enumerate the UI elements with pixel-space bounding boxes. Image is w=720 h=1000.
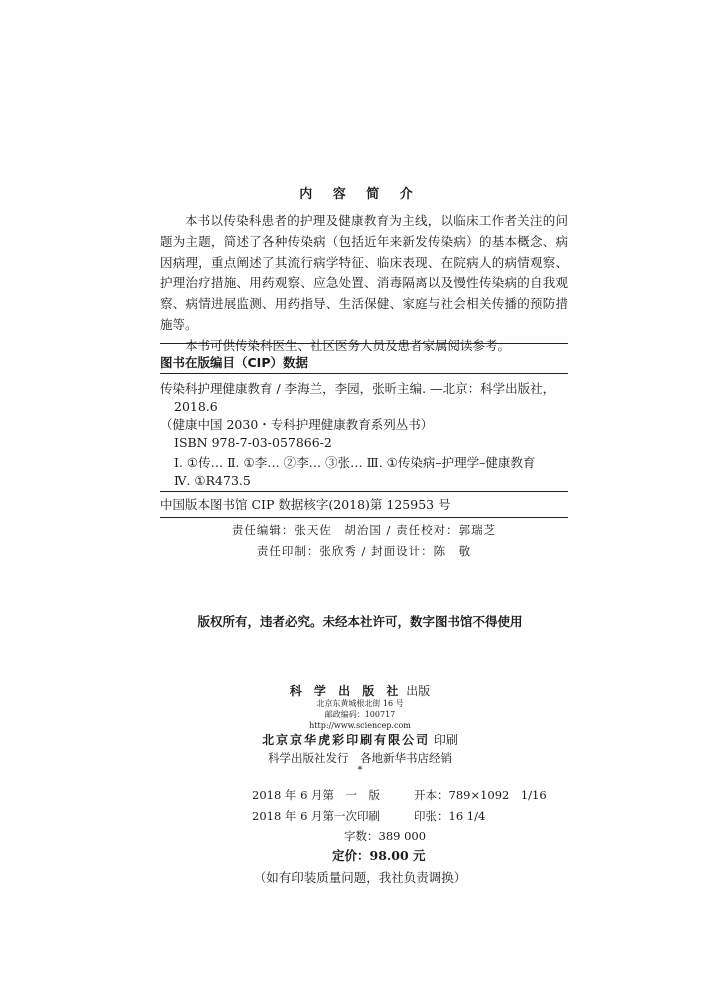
word-count: 字数：389 000 <box>344 829 427 843</box>
cip-verify-number: 中国版本图书馆 CIP 数据核字(2018)第 125953 号 <box>160 497 451 512</box>
cip-top-rule <box>160 343 568 344</box>
quality-note: （如有印装质量问题，我社负责调换） <box>253 870 467 885</box>
cip-bottom-rule <box>160 517 568 518</box>
publisher-suffix: 出版 <box>406 684 431 698</box>
publisher-postcode: 邮政编码：100717 <box>324 710 396 719</box>
cip-line-title: 传染科护理健康教育 / 李海兰，李园，张昕主编. —北京：科学出版社， <box>160 381 556 396</box>
intro-paragraph-1: 本书以传染科患者的护理及健康教育为主线，以临床工作者关注的问题为主题，简述了各种传染病（包括近年来新发传染病）的基本概念、病因病理，重点阐述了其流行病学特征、临床表现、在院病人的病情观察、护理治疗措施、用药观察、应急处置、消毒隔离以及慢性传染病的自我观察、病情进展监测、用药指导、生活保健、家庭与社会相关传播的预防措施等。 <box>160 213 568 332</box>
publisher-name: 科 学 出 版 社 <box>289 684 403 698</box>
distribution-line: 科学出版社发行 各地新华书店经销 <box>268 751 452 765</box>
publisher-website: http://www.sciencep.com <box>309 721 411 730</box>
intro-body <box>160 211 568 357</box>
cip-heading-rule <box>160 373 568 374</box>
printer-line <box>0 731 720 748</box>
intro-title: 内 容 简 介 <box>299 187 421 202</box>
printing-info: 2018 年 6 月第一次印刷 <box>252 809 381 823</box>
publisher-line <box>0 682 720 699</box>
cip-line-year: 2018.6 <box>174 399 218 414</box>
publisher-address: 北京东黄城根北街 16 号 <box>316 699 404 708</box>
staff-production: 责任印制：张欣秀 / 封面设计：陈 敬 <box>256 544 472 558</box>
intro-paragraph-2: 本书可供传染科医生、社区医务人员及患者家属阅读参考。 <box>185 337 511 353</box>
cip-heading: 图书在版编目（CIP）数据 <box>160 355 308 370</box>
copyright-notice: 版权所有，违者必究。未经本社许可，数字图书馆不得使用 <box>197 614 523 629</box>
cip-line-call-number: Ⅳ. ①R473.5 <box>174 473 251 488</box>
format-info: 开本：789×1092 1/16 <box>414 788 547 802</box>
price: 定价：98.00 元 <box>332 848 426 863</box>
sheets-info: 印张：16 1/4 <box>414 809 486 823</box>
cip-line-isbn: ISBN 978-7-03-057866-2 <box>174 435 332 450</box>
printer-name: 北京京华虎彩印刷有限公司 <box>262 733 431 747</box>
separator-star: * <box>357 765 363 776</box>
staff-editors: 责任编辑：张天佐 胡治国 / 责任校对：郭瑞芝 <box>231 523 497 537</box>
cip-line-classification: Ⅰ. ①传… Ⅱ. ①李… ②李… ③张… Ⅲ. ①传染病–护理学–健康教育 <box>174 455 536 470</box>
edition-info: 2018 年 6 月第 一 版 <box>252 788 381 802</box>
cip-mid-rule <box>160 491 568 492</box>
printer-suffix: 印刷 <box>433 733 458 747</box>
cip-line-series: （健康中国 2030・专科护理健康教育系列丛书） <box>160 417 434 432</box>
